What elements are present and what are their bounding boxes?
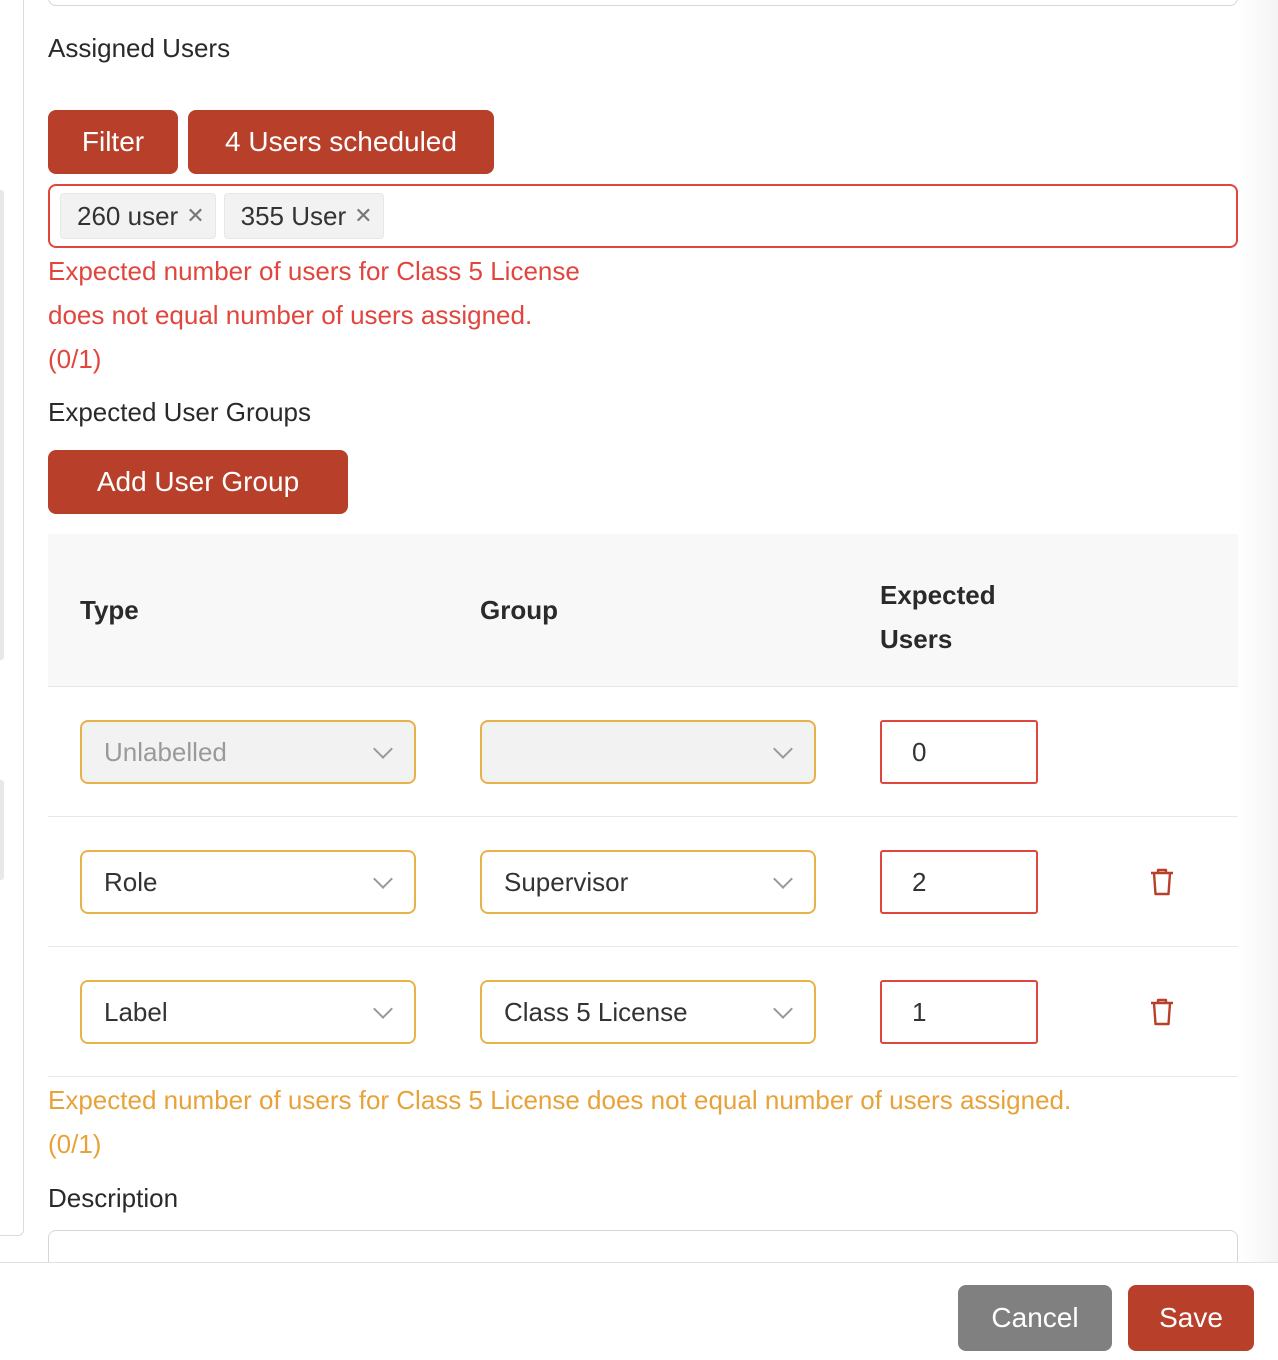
assigned-users-error: [48, 249, 580, 381]
cancel-button[interactable]: Cancel: [958, 1285, 1112, 1351]
column-group: Group: [480, 595, 558, 625]
side-panel-shadow: [0, 190, 4, 660]
group-select[interactable]: [480, 850, 816, 914]
column-expected-users: [880, 573, 996, 661]
add-user-group-button[interactable]: Add User Group: [48, 450, 348, 514]
user-tag-label: 260 user: [77, 200, 179, 231]
expected-users-input[interactable]: [880, 720, 1038, 784]
chevron-down-icon: [373, 869, 393, 889]
type-select-value: Unlabelled: [104, 736, 227, 767]
expected-users-input[interactable]: [880, 850, 1038, 914]
group-select: [480, 720, 816, 784]
type-select[interactable]: [80, 850, 416, 914]
user-groups-table: [48, 534, 1238, 1077]
expected-users-value: 1: [912, 996, 927, 1027]
warning-text: Expected number of users for Class 5 License does not equal number of users assigned.: [48, 1085, 1072, 1115]
assigned-users-select[interactable]: [48, 184, 1238, 248]
table-row: [48, 817, 1238, 947]
column-expected-users-line: Users: [880, 624, 953, 654]
trash-icon[interactable]: [1148, 867, 1176, 897]
type-select-value: Role: [104, 866, 158, 897]
chevron-down-icon: [773, 999, 793, 1019]
chevron-down-icon: [373, 999, 393, 1019]
remove-tag-icon[interactable]: ✕: [354, 203, 373, 228]
remove-tag-icon[interactable]: ✕: [186, 203, 205, 228]
type-select-value: Label: [104, 996, 168, 1027]
chevron-down-icon: [773, 869, 793, 889]
group-select-value: Class 5 License: [504, 996, 688, 1027]
expected-users-value: 2: [912, 866, 927, 897]
type-select[interactable]: [80, 980, 416, 1044]
user-tag-label: 355 User: [240, 200, 347, 231]
previous-field[interactable]: [48, 0, 1238, 6]
type-select: [80, 720, 416, 784]
description-label: Description: [48, 1183, 179, 1213]
group-select[interactable]: [480, 980, 816, 1044]
side-panel-shadow: [0, 780, 4, 880]
modal-footer: [0, 1262, 1278, 1360]
expected-users-input[interactable]: [880, 980, 1038, 1044]
user-groups-warning: [48, 1078, 1071, 1166]
scroll-gutter: [1238, 0, 1278, 1262]
table-row: [48, 687, 1238, 817]
expected-user-groups-label: Expected User Groups: [48, 397, 312, 427]
chevron-down-icon: [773, 739, 793, 759]
table-header: [48, 534, 1238, 687]
group-select-value: Supervisor: [504, 866, 629, 897]
user-tag: [224, 193, 384, 239]
users-scheduled-button[interactable]: 4 Users scheduled: [188, 110, 494, 174]
error-text: (0/1): [48, 344, 102, 374]
save-button[interactable]: Save: [1128, 1285, 1254, 1351]
assigned-users-label: Assigned Users: [48, 33, 231, 63]
user-tag: [60, 193, 216, 239]
warning-text: (0/1): [48, 1129, 102, 1159]
expected-users-value: 0: [912, 736, 927, 767]
trash-icon[interactable]: [1148, 997, 1176, 1027]
filter-button[interactable]: Filter: [48, 110, 178, 174]
error-text: Expected number of users for Class 5 License: [48, 256, 580, 286]
column-expected-users-line: Expected: [880, 580, 996, 610]
error-text: does not equal number of users assigned.: [48, 300, 533, 330]
column-type: Type: [80, 595, 139, 625]
chevron-down-icon: [373, 739, 393, 759]
table-row: [48, 947, 1238, 1077]
